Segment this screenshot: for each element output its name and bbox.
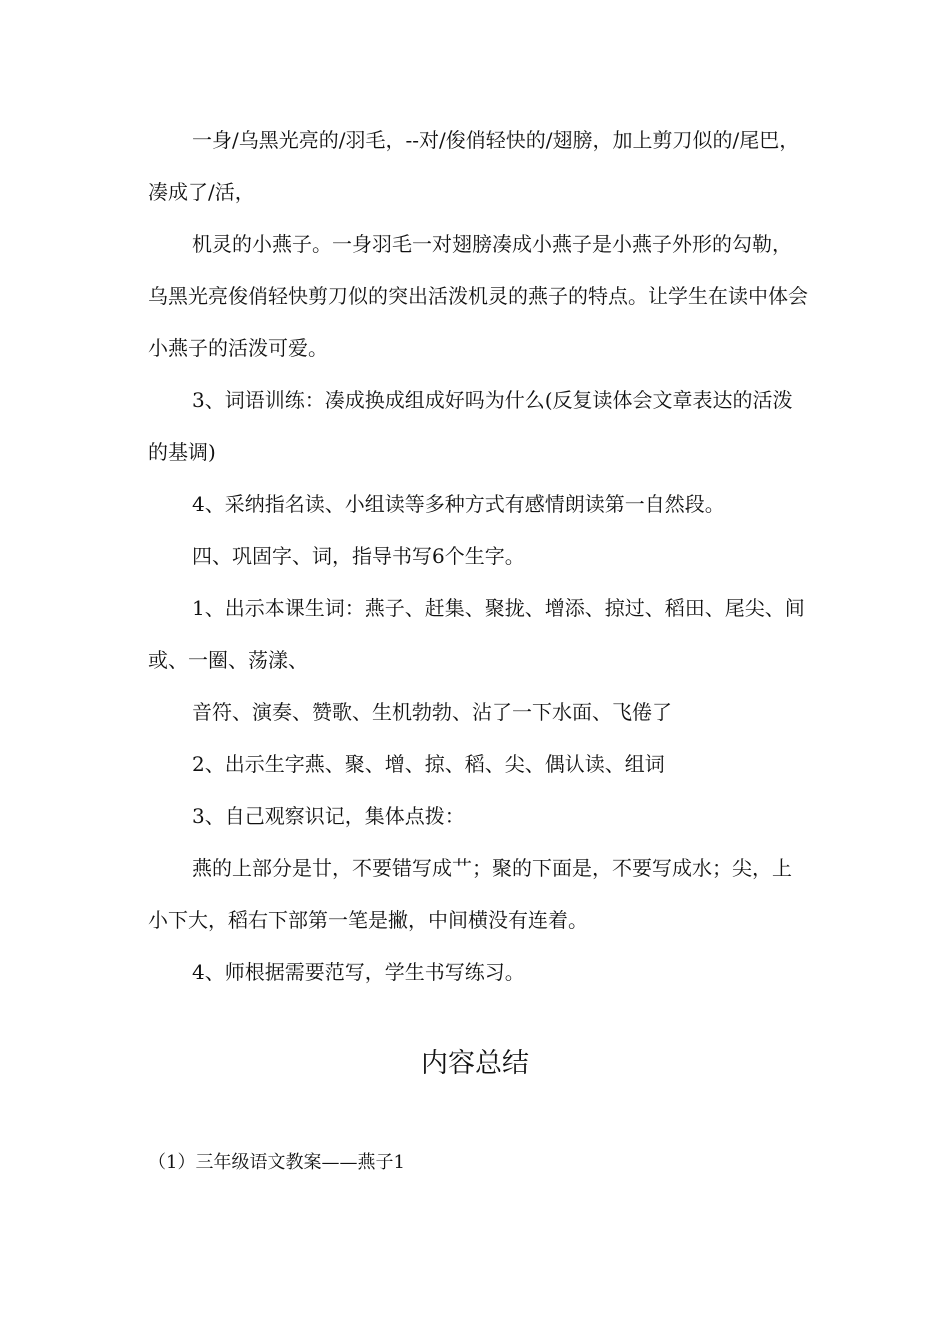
body-text [148, 114, 808, 998]
paragraph-8: 2、出示生字燕、聚、增、掠、稻、尖、偶认读、组词 [192, 752, 665, 776]
paragraph-1: 一身/乌黑光亮的/羽毛，--对/俊俏轻快的/翅膀，加上剪刀似的/尾巴，凑成了/活， [148, 128, 800, 204]
summary-item: （1）三年级语文教案——燕子1 [148, 1152, 405, 1173]
paragraph-4: 4、采纳指名读、小组读等多种方式有感情朗读第一自然段。 [192, 492, 725, 516]
paragraph-9: 3、自己观察识记，集体点拨： [192, 804, 465, 828]
paragraph-7: 音符、演奏、赞歌、生机勃勃、沾了一下水面、飞倦了 [192, 700, 672, 724]
paragraph-2: 机灵的小燕子。一身羽毛一对翅膀凑成小燕子是小燕子外形的勾勒，乌黑光亮俊俏轻快剪刀似的突出活泼机灵的燕子的特点。让学生在读中体会小燕子的活泼可爱。 [148, 232, 808, 360]
paragraph-6: 1、出示本课生词：燕子、赶集、聚拢、增添、掠过、稻田、尾尖、间或、一圈、荡漾、 [148, 596, 805, 672]
paragraph-11: 4、师根据需要范写，学生书写练习。 [192, 960, 525, 984]
paragraph-3: 3、词语训练：凑成换成组成好吗为什么(反复读体会文章表达的活泼的基调) [148, 388, 793, 464]
summary-heading: 内容总结 [421, 1048, 529, 1079]
paragraph-5: 四、巩固字、词，指导书写6个生字。 [192, 544, 525, 568]
paragraph-10: 燕的上部分是廿，不要错写成艹；聚的下面是，不要写成水；尖，上小下大，稻右下部第一笔是撇，中间横没有连着。 [148, 856, 792, 932]
